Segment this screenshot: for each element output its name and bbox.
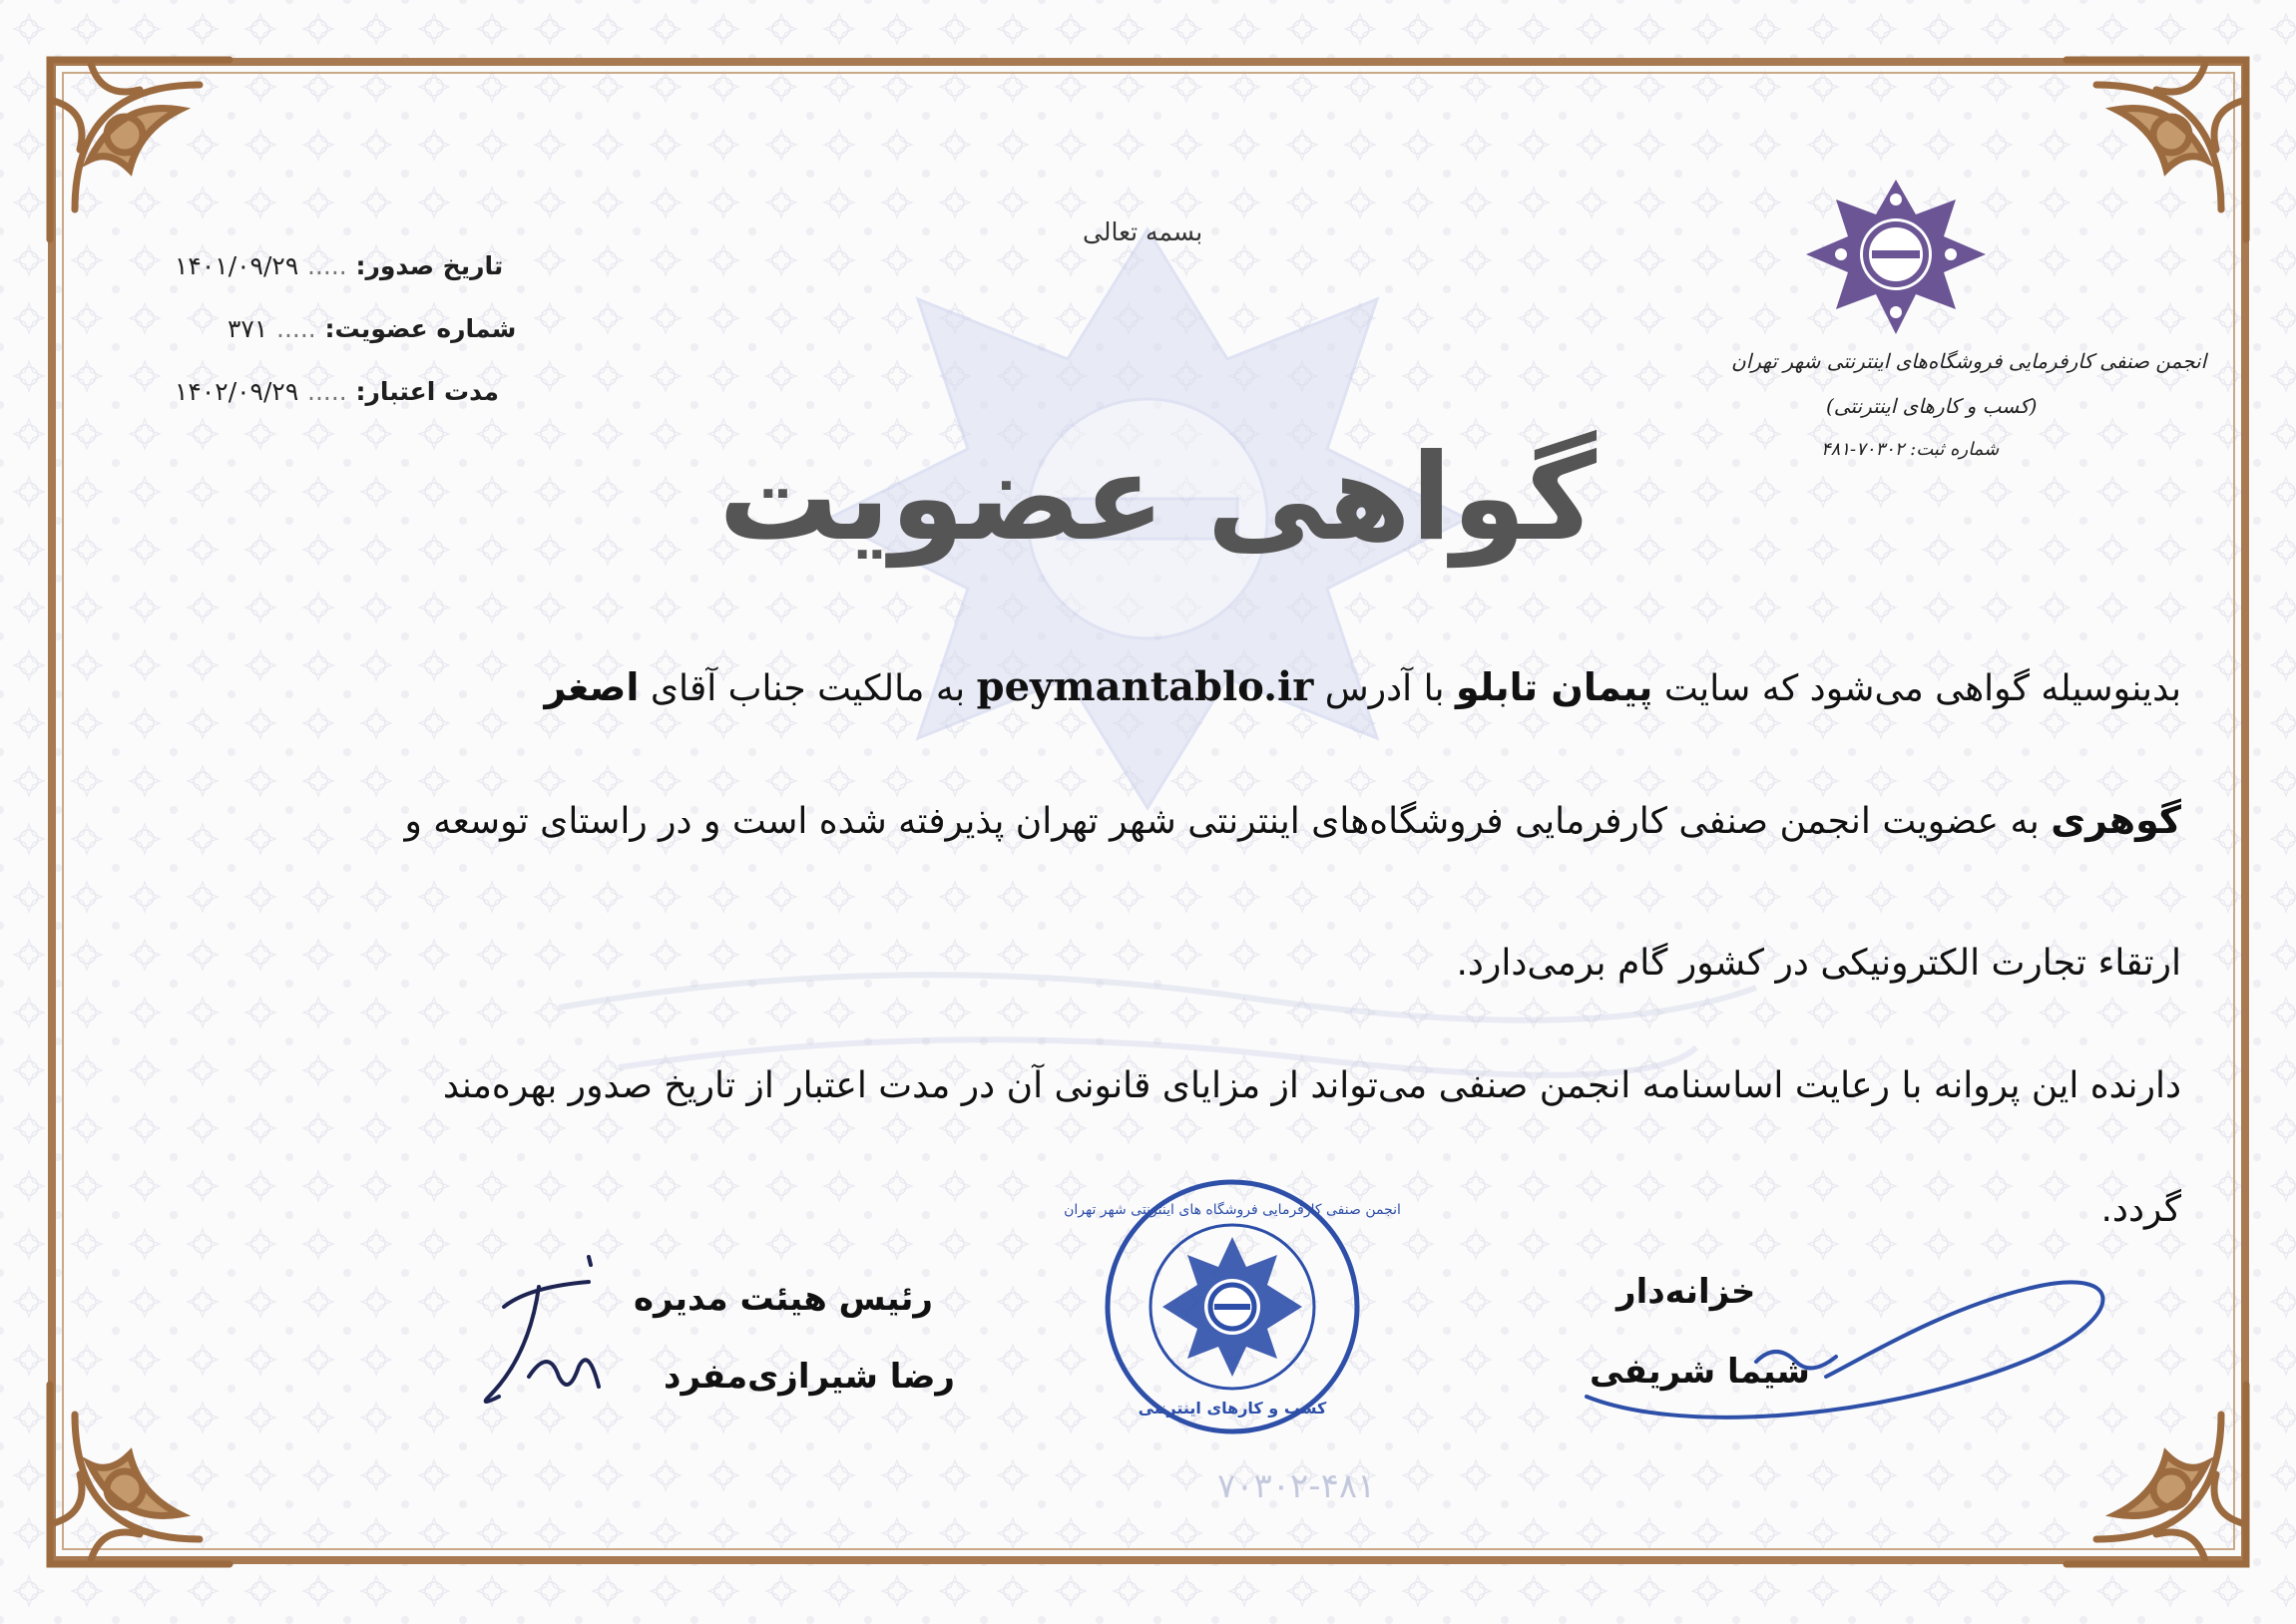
body-line-3: ارتقاء تجارت الکترونیکی در کشور گام برمی‌دارد. [1456,943,2181,984]
org-reg-number: شماره ثبت: ۷۰۳۰۲-۴۸۱ [1821,439,2000,460]
certificate-title: گواهی عضویت [718,429,1598,568]
seal-bottom-text: کسب و کارهای اینترنتی [1138,1399,1327,1418]
membership-number-label: شماره عضویت: [324,314,517,343]
owner-first-name: اصغر [544,665,640,709]
invocation: بسمه تعالی [1083,217,1203,246]
body-line-2: گوهری به عضویت انجمن صنفی کارفرمایی فروشگاه‌های اینترنتی شهر تهران پذیرفته شده است و در راستای توسعه و [404,798,2181,842]
body-line-5: گردد. [2100,1189,2181,1230]
treasurer-title: خزانه‌دار [1616,1272,1756,1312]
site-name: پیمان تابلو [1456,665,1653,709]
issue-date-value: ۱۴۰۱/۰۹/۲۹ [175,251,299,280]
owner-last-name: گوهری [2051,798,2181,842]
official-seal [1064,1172,1401,1441]
body-line-4: دارنده این پروانه با رعایت اساسنامه انجمن صنفی می‌تواند از مزایای قانونی آن در مدت اعتبار از تاریخ صدور بهره‌مند [442,1065,2181,1106]
treasurer-signature-icon [1567,1247,2145,1446]
seal-reg-number: ۷۰۳۰۲-۴۸۱ [1217,1466,1376,1506]
treasurer-name: شیما شریفی [1590,1352,1810,1392]
org-subtitle: (کسب و کارهای اینترنتی) [1826,394,2038,418]
validity-value: ۱۴۰۲/۰۹/۲۹ [175,377,299,406]
body-line-1: بدینوسیله گواهی می‌شود که سایت پیمان تابلو با آدرس peymantablo.ir به مالکیت جناب آقای اصغر [544,663,2181,710]
issue-date: تاریخ صدور: ..... ۱۴۰۱/۰۹/۲۹ [175,251,504,280]
site-url: peymantablo.ir [976,663,1314,710]
membership-number: شماره عضویت: ..... ۳۷۱ [228,314,517,343]
chair-title: رئیس هیئت مدیره [634,1279,933,1319]
chair-signature-icon [469,1247,629,1426]
org-logo-icon [1796,175,1996,344]
validity-label: مدت اعتبار: [355,377,500,406]
validity-period: مدت اعتبار: ..... ۱۴۰۲/۰۹/۲۹ [175,377,500,406]
seal-ring-text: انجمن صنفی کارفرمایی فروشگاه های اینترنتی شهر تهران [1064,1202,1401,1218]
org-name: انجمن صنفی کارفرمایی فروشگاه‌های اینترنتی شهر تهران [1731,349,2207,373]
corner-ornament-bottom-left [30,1365,249,1584]
chair-name: رضا شیرازی‌مفرد [664,1357,956,1397]
corner-ornament-top-right [2047,40,2266,259]
corner-ornament-top-left [30,40,249,259]
membership-number-value: ۳۷۱ [228,314,268,343]
issue-date-label: تاریخ صدور: [355,251,504,280]
